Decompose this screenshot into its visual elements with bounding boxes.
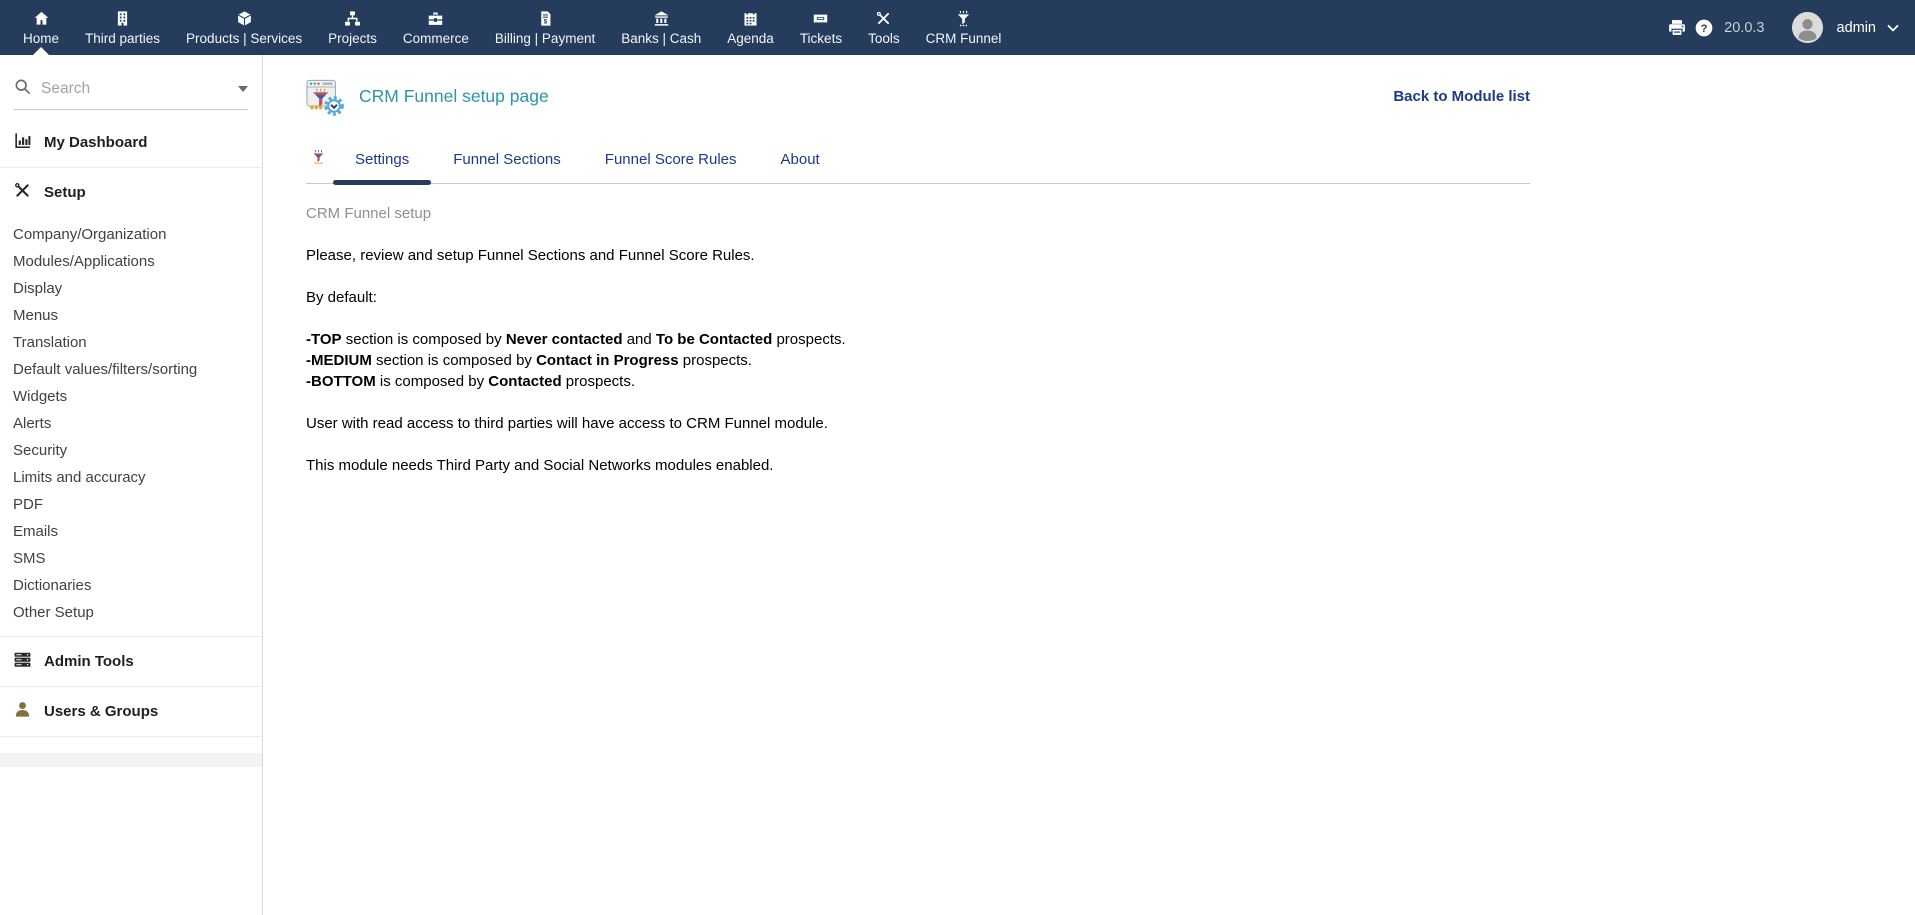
sidebar-item-other-setup[interactable]: Other Setup bbox=[13, 604, 94, 621]
sidebar-item-pdf[interactable]: PDF bbox=[13, 496, 43, 513]
ticket-icon bbox=[812, 9, 829, 27]
nav-item-tickets[interactable]: Tickets bbox=[787, 0, 855, 55]
search-icon bbox=[14, 78, 31, 100]
chart-icon bbox=[13, 131, 32, 154]
server-icon bbox=[13, 650, 32, 673]
nav-item-projects[interactable]: Projects bbox=[315, 0, 390, 55]
svg-text:?: ? bbox=[1700, 22, 1708, 35]
nav-item-agenda[interactable]: Agenda bbox=[714, 0, 787, 55]
rule-bottom: -BOTTOM is composed by Contacted prospects. bbox=[306, 373, 635, 390]
sidebar-item-limits-accuracy[interactable]: Limits and accuracy bbox=[13, 469, 146, 486]
home-icon bbox=[33, 9, 50, 27]
nav-item-products-services[interactable]: Products | Services bbox=[173, 0, 315, 55]
sidebar-item-emails[interactable]: Emails bbox=[13, 523, 59, 540]
top-right-tools bbox=[1667, 0, 1915, 55]
left-sidebar bbox=[0, 55, 263, 915]
calendar-icon bbox=[742, 9, 759, 27]
sidebar-item-default-values[interactable]: Default values/filters/sorting bbox=[13, 361, 198, 378]
sidebar-item-company-organization[interactable]: Company/Organization bbox=[13, 226, 167, 243]
search-input[interactable] bbox=[41, 80, 228, 98]
print-icon[interactable] bbox=[1667, 18, 1687, 38]
cube-icon bbox=[236, 9, 253, 27]
user-icon bbox=[13, 700, 32, 723]
nav-item-home[interactable]: Home bbox=[10, 0, 72, 55]
section-title: CRM Funnel setup bbox=[306, 205, 432, 222]
sitemap-icon bbox=[344, 9, 361, 27]
sidebar-item-admin-tools[interactable]: Admin Tools bbox=[0, 637, 262, 686]
search-box bbox=[14, 78, 248, 110]
sidebar-item-setup[interactable]: Setup bbox=[0, 168, 262, 217]
intro-text: Please, review and setup Funnel Sections and Funnel Score Rules. bbox=[306, 247, 755, 264]
sidebar-item-widgets[interactable]: Widgets bbox=[13, 388, 68, 405]
nav-item-billing-payment[interactable]: $ Billing | Payment bbox=[482, 0, 608, 55]
crm-funnel-module-icon bbox=[306, 78, 344, 115]
default-rules bbox=[306, 329, 1530, 392]
bank-icon bbox=[653, 9, 670, 27]
nav-item-third-parties[interactable]: Third parties bbox=[72, 0, 173, 55]
funnel-tab-icon bbox=[306, 149, 333, 176]
briefcase-icon bbox=[427, 9, 444, 27]
nav-item-crm-funnel[interactable]: CRM Funnel bbox=[913, 0, 1015, 55]
requires-text: This module needs Third Party and Social Networks modules enabled. bbox=[306, 457, 774, 474]
sidebar-item-translation[interactable]: Translation bbox=[13, 334, 87, 351]
search-dropdown-caret-icon[interactable] bbox=[238, 86, 248, 92]
tools-icon bbox=[875, 9, 892, 27]
tab-funnel-score-rules[interactable]: Funnel Score Rules bbox=[604, 151, 737, 168]
nav-item-tools[interactable]: Tools bbox=[855, 0, 913, 55]
invoice-icon bbox=[537, 9, 554, 27]
settings-tab-content bbox=[306, 184, 1530, 476]
chevron-down-icon[interactable] bbox=[1887, 24, 1899, 32]
top-navbar bbox=[0, 0, 1915, 55]
rule-top: -TOP section is composed by Never contacted and To be Contacted prospects. bbox=[306, 331, 846, 348]
rule-medium: -MEDIUM section is composed by Contact in Progress prospects. bbox=[306, 352, 752, 369]
divider bbox=[0, 736, 262, 737]
funnel-icon bbox=[955, 9, 972, 27]
sidebar-item-users-groups[interactable]: Users & Groups bbox=[0, 687, 262, 736]
sidebar-item-alerts[interactable]: Alerts bbox=[13, 415, 52, 432]
sidebar-item-modules-applications[interactable]: Modules/Applications bbox=[13, 253, 155, 270]
nav-item-commerce[interactable]: Commerce bbox=[390, 0, 482, 55]
access-text: User with read access to third parties will have access to CRM Funnel module. bbox=[306, 415, 828, 432]
sidebar-item-dictionaries[interactable]: Dictionaries bbox=[13, 577, 92, 594]
sidebar-item-sms[interactable]: SMS bbox=[13, 550, 46, 567]
building-icon bbox=[114, 9, 131, 27]
help-icon[interactable] bbox=[1694, 18, 1714, 38]
setup-menu-list bbox=[0, 217, 262, 636]
avatar[interactable] bbox=[1792, 12, 1823, 43]
version-label: 20.0.3 bbox=[1724, 19, 1765, 36]
sidebar-item-menus[interactable]: Menus bbox=[13, 307, 59, 324]
sidebar-footer-band bbox=[0, 753, 262, 767]
sidebar-item-display[interactable]: Display bbox=[13, 280, 63, 297]
sidebar-item-my-dashboard[interactable]: My Dashboard bbox=[0, 118, 262, 167]
svg-text:$: $ bbox=[543, 18, 547, 26]
main-content bbox=[264, 55, 1915, 915]
back-to-module-list-link[interactable]: Back to Module list bbox=[1393, 88, 1530, 105]
tabs-bar bbox=[306, 142, 1530, 184]
tab-about[interactable]: About bbox=[780, 151, 820, 168]
sidebar-item-security[interactable]: Security bbox=[13, 442, 68, 459]
user-menu[interactable]: admin bbox=[1836, 19, 1876, 36]
by-default-text: By default: bbox=[306, 289, 377, 306]
nav-item-banks-cash[interactable]: Banks | Cash bbox=[608, 0, 714, 55]
wrench-icon bbox=[13, 181, 32, 204]
tab-settings[interactable]: Settings bbox=[333, 142, 431, 183]
page-title: CRM Funnel setup page bbox=[359, 86, 549, 106]
tab-funnel-sections[interactable]: Funnel Sections bbox=[453, 151, 561, 168]
top-menu bbox=[0, 0, 1014, 55]
